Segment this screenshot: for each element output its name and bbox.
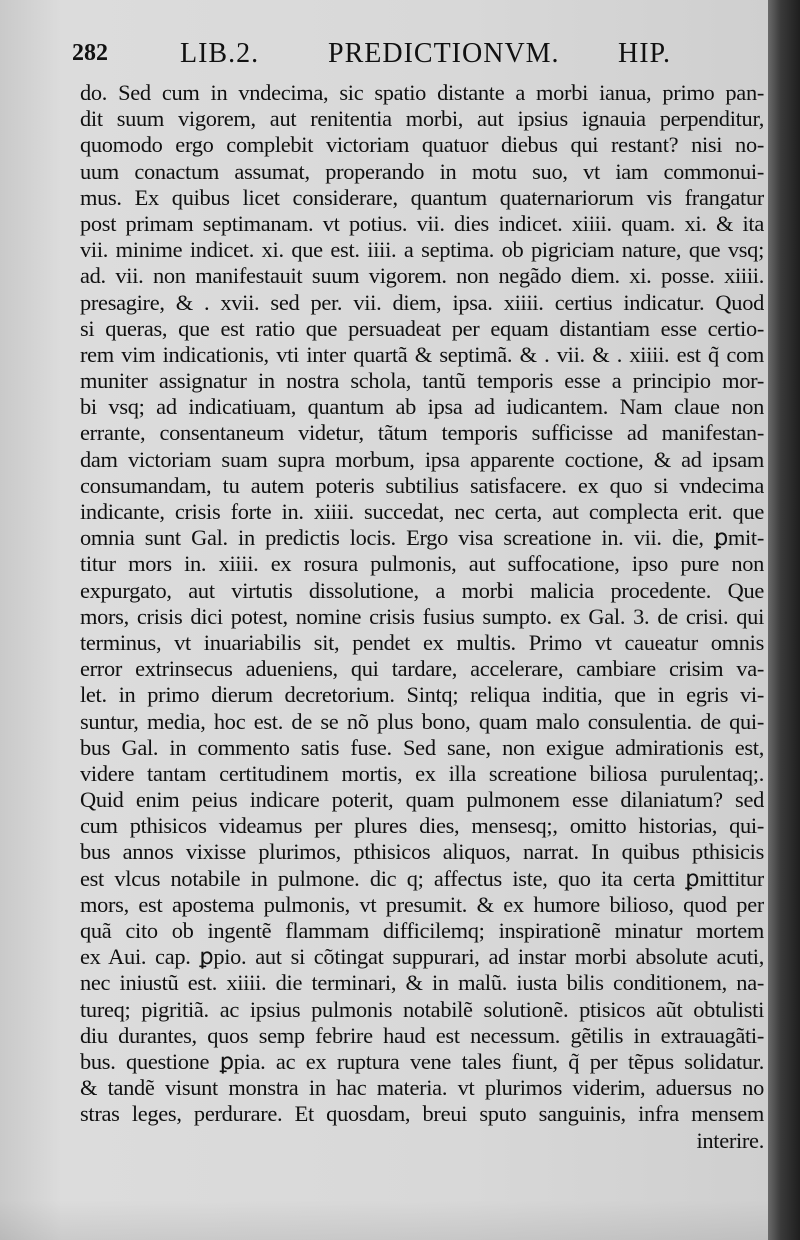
text-line: do. Sed cum in vndecima, sic spatio distante a morbi ianua, primo pan- (80, 80, 764, 105)
text-line: expurgato, aut virtutis dissolutione, a morbi malicia procedente. Que (80, 577, 764, 603)
text-line: ad. vii. non manifestauit suum vigorem. non negãdo diem. xi. posse. xiiii. (80, 263, 764, 289)
text-line: mors, crisis dici potest, nomine crisis fusius sumpto. ex Gal. 3. de crisi. qui (80, 603, 764, 629)
page-bottom-shading (0, 1200, 768, 1240)
text-line: indicante, crisis forte in. xiiii. succedat, nec certa, aut complecta erit. que (80, 499, 764, 524)
text-line: bus annos vixisse plurimos, pthisicos aliquos, narrat. In quibus pthisicis (80, 839, 764, 865)
text-line: bus Gal. in commento satis fuse. Sed sane, non exigue admirationis est, (80, 734, 764, 760)
text-line: consumandam, tu autem poteris subtilius satisfacere. ex quo si vndecima (80, 472, 764, 498)
text-line: error extrinsecus adueniens, qui tardare, accelerare, cambiare crisim va- (80, 656, 764, 682)
text-line: videre tantam certitudinem mortis, ex illa screatione biliosa purulentaq;. (80, 760, 764, 786)
body-text (80, 80, 764, 1154)
text-line: ex Aui. cap. ꝑpio. aut si cõtingat suppurari, ad instar morbi absolute acuti, (80, 944, 764, 970)
text-line: post primam septimanam. vt potius. vii. dies indicet. xiiii. quam. xi. & ita (80, 210, 764, 236)
text-line: diu durantes, quos semp febrire haud est necessum. gẽtilis in extrauagãti- (80, 1022, 764, 1048)
text-line: bus. questione ꝑpia. ac ex ruptura vene tales fiunt, q̃ per tẽpus solidatur. (80, 1048, 764, 1074)
text-line: mors, est apostema pulmonis, vt presumit. & ex humore bilioso, quod per (80, 891, 764, 917)
text-line: dam victoriam suam supra morbum, ipsa apparente coctione, & ad ipsam (80, 446, 764, 472)
text-line: let. in primo dierum decretorium. Sintq; reliqua inditia, que in egris vi- (80, 682, 764, 708)
text-line: suntur, media, hoc est. de se nõ plus bono, quam malo consulentia. de qui- (80, 708, 764, 734)
text-line: errante, consentaneum videtur, tãtum temporis sufficisse ad manifestan- (80, 420, 764, 446)
text-line: & tandẽ visunt monstra in hac materia. vt plurimos viderim, aduersus no (80, 1075, 764, 1101)
text-line: est vlcus notabile in pulmone. dic q; affectus iste, quo ita certa ꝑmittitur (80, 865, 764, 891)
section-label: HIP. (618, 38, 672, 69)
text-line: stras leges, perdurare. Et quosdam, breui sputo sanguinis, infra mensem (80, 1101, 764, 1127)
text-line: mus. Ex quibus licet considerare, quantum quaternariorum vis frangatur (80, 184, 764, 210)
text-line: uum conactum assumat, properando in motu suo, vt iam commonui- (80, 158, 764, 184)
text-line: tureq; pigritiã. ac ipsius pulmonis notabilẽ solutionẽ. ptisicos aũt obtulisti (80, 996, 764, 1022)
text-line: terminus, vt inuariabilis sit, pendet ex multis. Primo vt caueatur omnis (80, 629, 764, 655)
text-line-final: interire. (696, 1127, 764, 1153)
text-line: bi vsq; ad indicatiuam, quantum ab ipsa ad iudicantem. Nam claue non (80, 394, 764, 420)
book-label: LIB.2. (180, 38, 260, 69)
text-line: presagire, & . xvii. sed per. vii. diem, ipsa. xiiii. certius indicatur. Quod (80, 289, 764, 315)
text-line: si queras, que est ratio que persuadeat per equam distantiam esse certio- (80, 315, 764, 341)
text-line: dit suum vigorem, aut renitentia morbi, aut ipsius ignauia perpenditur, (80, 106, 764, 132)
text-line: muniter assignatur in nostra schola, tantũ temporis esse a principio mor- (80, 368, 764, 394)
running-title: PREDICTIONVM. (328, 38, 560, 69)
text-line: titur mors in. xiiii. ex rosura pulmonis, aut suffocatione, ipso pure non (80, 551, 764, 577)
text-line: omnia sunt Gal. in predictis locis. Ergo visa screatione in. vii. die, ꝑmit- (80, 525, 764, 551)
text-line: cum pthisicos videamus per plures dies, mensesq;, omitto historias, qui- (80, 813, 764, 839)
text-line: rem vim indicationis, vti inter quartã & septimã. & . vii. & . xiiii. est q̃ com (80, 341, 764, 367)
text-line: quã cito ob ingentẽ flammam difficilemq; inspirationẽ minatur mortem (80, 918, 764, 943)
page-number: 282 (72, 40, 108, 66)
running-header (72, 38, 762, 74)
text-line: quomodo ergo complebit victoriam quatuor diebus qui restant? nisi no- (80, 132, 764, 158)
text-line: Quid enim peius indicare poterit, quam pulmonem esse dilaniatum? sed (80, 787, 764, 813)
page-gutter-shadow (768, 0, 800, 1240)
text-line: vii. minime indicet. xi. que est. iiii. a septima. ob pigriciam nature, que vsq; (80, 237, 764, 263)
text-line: nec iniustũ est. xiiii. die terminari, & in malũ. iusta bilis conditionem, na- (80, 970, 764, 996)
